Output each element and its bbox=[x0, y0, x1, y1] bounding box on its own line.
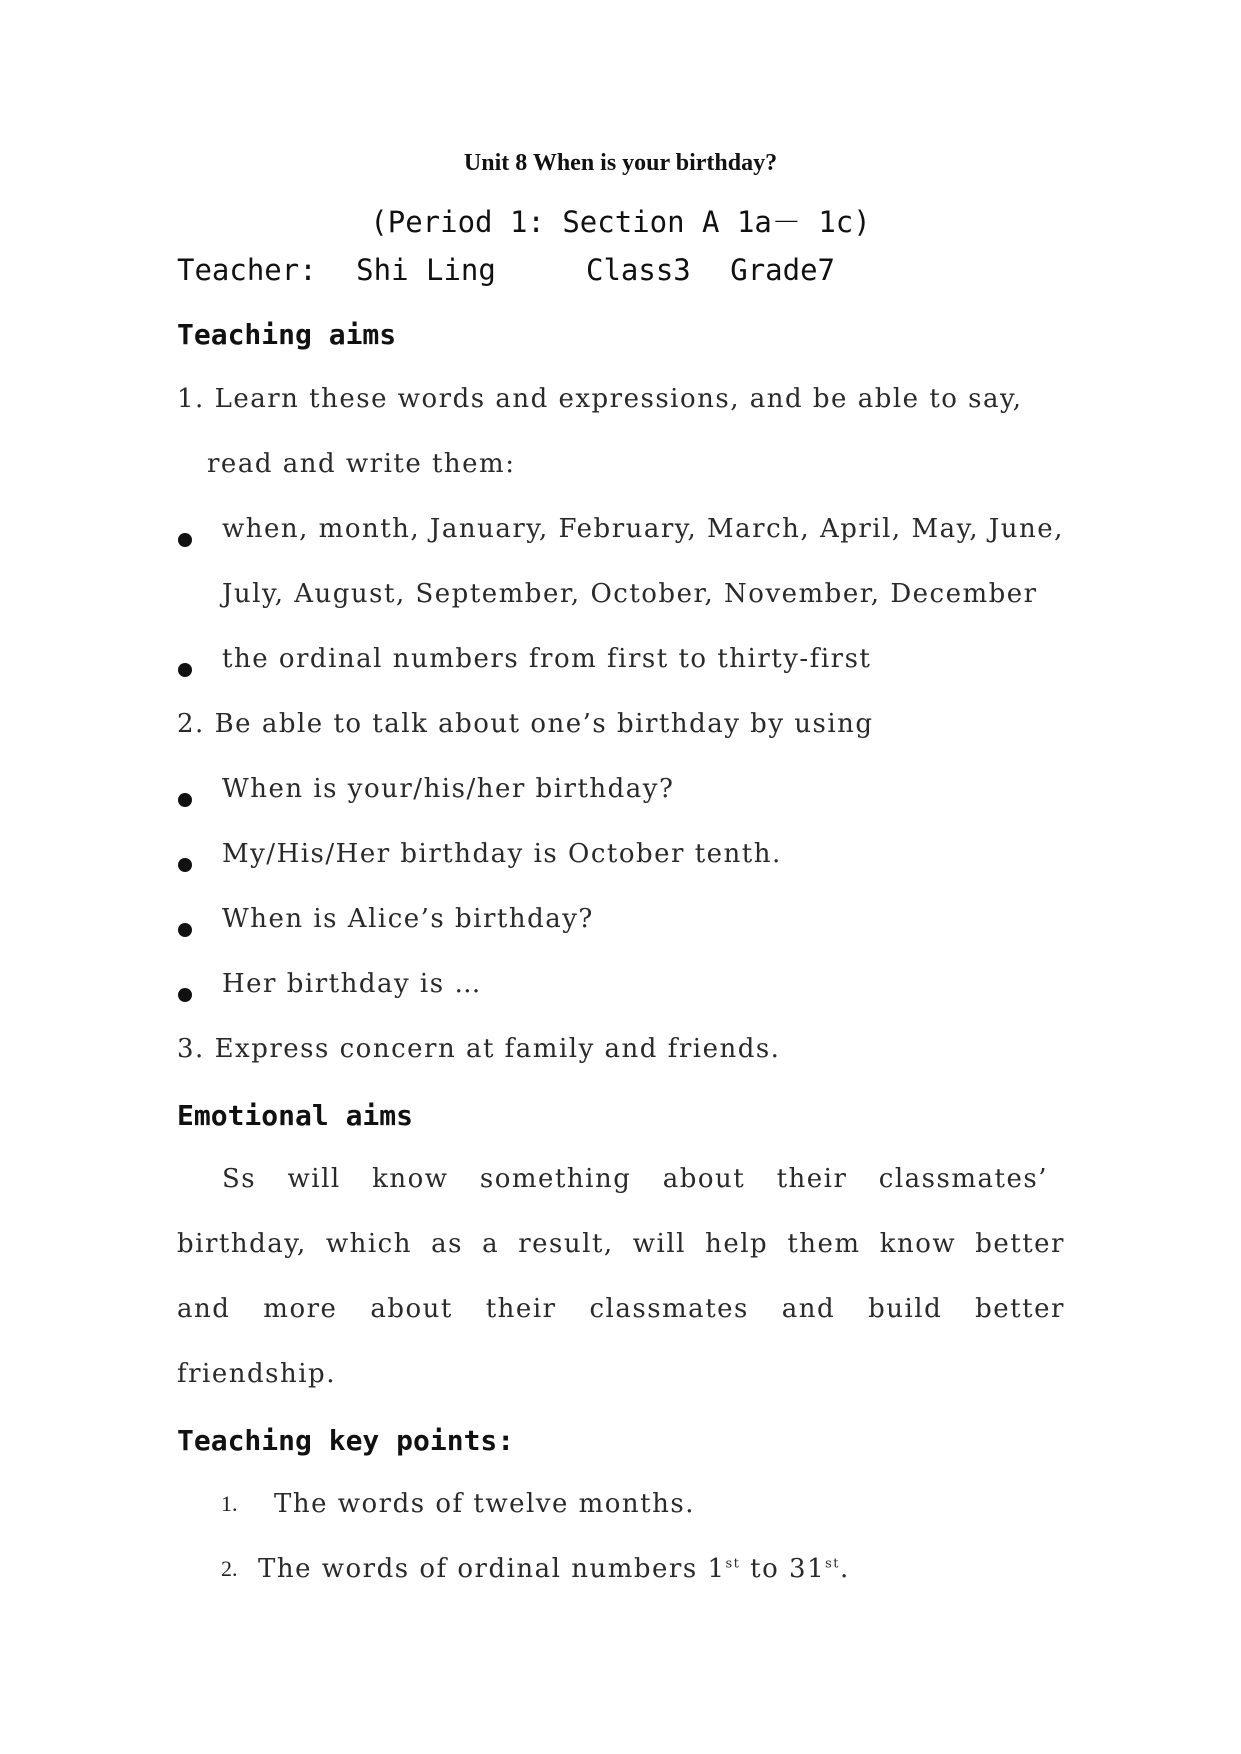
bullet-months-line-2: July, August, September, October, November, December bbox=[222, 579, 1038, 609]
key-points-heading: Teaching key points: bbox=[177, 1424, 515, 1457]
word: their bbox=[485, 1294, 557, 1324]
bullet-question-1: When is your/his/her birthday? bbox=[222, 774, 675, 804]
bullet-answer-2: Her birthday is … bbox=[222, 969, 482, 999]
word: birthday, bbox=[177, 1229, 307, 1259]
key-point-1-number: 1. bbox=[221, 1491, 238, 1516]
emotional-aims-heading: Emotional aims bbox=[177, 1099, 414, 1132]
word: as bbox=[431, 1229, 463, 1259]
word: better bbox=[975, 1294, 1065, 1324]
key-point-2-number: 2. bbox=[221, 1556, 238, 1581]
key-point-2-text-b: to 31 bbox=[740, 1554, 826, 1584]
word: and bbox=[177, 1294, 231, 1324]
bullet-icon bbox=[178, 923, 192, 937]
key-point-2-text-c: . bbox=[840, 1554, 850, 1584]
word: classmates bbox=[589, 1294, 749, 1324]
bullet-months-line-1: when, month, January, February, March, April, May, June, bbox=[222, 514, 1064, 544]
bullet-question-2: When is Alice’s birthday? bbox=[222, 904, 594, 934]
document-subtitle: (Period 1: Section A 1a－ 1c) bbox=[370, 205, 871, 239]
word: more bbox=[263, 1294, 338, 1324]
key-point-1-text: The words of twelve months. bbox=[274, 1489, 695, 1519]
bullet-ordinals: the ordinal numbers from first to thirty-first bbox=[222, 644, 872, 674]
bullet-icon bbox=[178, 533, 192, 547]
emotional-aims-line-4: friendship. bbox=[177, 1359, 336, 1389]
word: which bbox=[325, 1229, 412, 1259]
word: Ss bbox=[222, 1164, 257, 1194]
word: their bbox=[776, 1164, 848, 1194]
document-title: Unit 8 When is your birthday? bbox=[463, 150, 778, 176]
aim-item-2: 2. Be able to talk about one’s birthday by using bbox=[177, 709, 874, 739]
word: classmates’ bbox=[878, 1164, 1048, 1194]
word: help bbox=[705, 1229, 769, 1259]
emotional-aims-line-1 bbox=[222, 1164, 1048, 1194]
word: a bbox=[482, 1229, 500, 1259]
aim-item-1-line-2: read and write them: bbox=[207, 449, 516, 479]
superscript-st: st bbox=[825, 1556, 841, 1572]
word: will bbox=[287, 1164, 341, 1194]
emotional-aims-line-2 bbox=[177, 1229, 1065, 1259]
aim-item-1-line-1: 1. Learn these words and expressions, and be able to say, bbox=[177, 384, 1023, 414]
teacher-name: Shi Ling bbox=[356, 253, 496, 287]
grade-label: Grade7 bbox=[730, 253, 835, 287]
word: them bbox=[787, 1229, 861, 1259]
teacher-label: Teacher: bbox=[177, 253, 317, 287]
aim-item-3: 3. Express concern at family and friends. bbox=[177, 1034, 781, 1064]
superscript-st: st bbox=[725, 1556, 741, 1572]
word: better bbox=[975, 1229, 1065, 1259]
word: and bbox=[781, 1294, 836, 1324]
class-label: Class3 bbox=[586, 253, 691, 287]
word: something bbox=[479, 1164, 632, 1194]
bullet-icon bbox=[178, 793, 192, 807]
bullet-icon bbox=[178, 663, 192, 677]
class-grade-line bbox=[586, 253, 835, 287]
word: build bbox=[868, 1294, 943, 1324]
bullet-answer-1: My/His/Her birthday is October tenth. bbox=[222, 839, 782, 869]
teaching-aims-heading: Teaching aims bbox=[177, 318, 397, 351]
word: result, bbox=[518, 1229, 614, 1259]
word: know bbox=[372, 1164, 449, 1194]
bullet-icon bbox=[178, 858, 192, 872]
emotional-aims-line-3 bbox=[177, 1294, 1065, 1324]
word: will bbox=[632, 1229, 686, 1259]
word: about bbox=[662, 1164, 746, 1194]
word: about bbox=[370, 1294, 453, 1324]
key-point-2-text bbox=[258, 1554, 850, 1584]
key-point-2-text-a: The words of ordinal numbers 1 bbox=[258, 1554, 726, 1584]
word: know bbox=[879, 1229, 957, 1259]
teacher-line bbox=[177, 253, 496, 287]
bullet-icon bbox=[178, 988, 192, 1002]
